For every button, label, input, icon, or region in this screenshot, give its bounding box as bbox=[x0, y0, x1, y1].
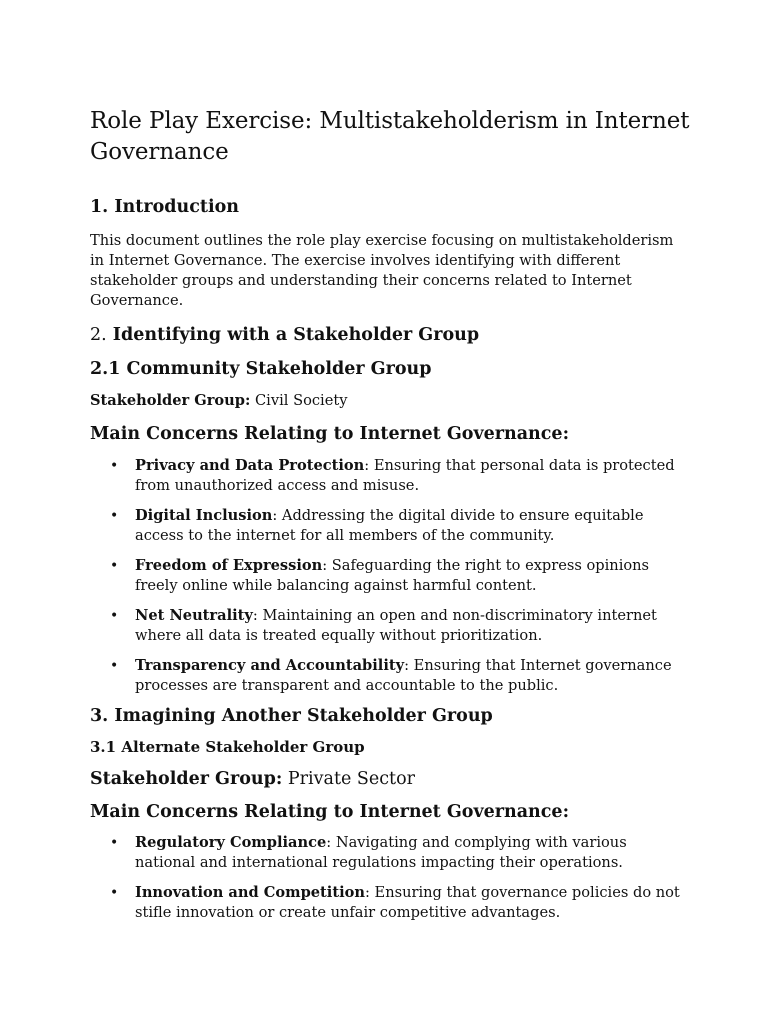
document-page bbox=[90, 106, 690, 933]
bullet-icon: • bbox=[110, 658, 119, 674]
concern-desc: : Ensuring that personal data is protected from unauthorized access and misuse. bbox=[135, 457, 675, 494]
concern-desc: : Ensuring that governance policies do not stifle innovation or create unfair competitive advantages. bbox=[135, 884, 680, 921]
concern-desc: : Maintaining an open and non-discriminatory internet where all data is treated equally without prioritization. bbox=[135, 607, 657, 644]
concerns-heading-civil: Main Concerns Relating to Internet Governance: bbox=[90, 424, 570, 444]
bullet-icon: • bbox=[110, 458, 119, 474]
concerns-list-private bbox=[90, 833, 690, 923]
concern-term: Transparency and Accountability bbox=[135, 657, 405, 674]
section2-heading-number: 2. bbox=[90, 325, 107, 345]
bullet-icon: • bbox=[110, 885, 119, 901]
bullet-icon: • bbox=[110, 508, 119, 524]
stakeholder-group-value: Private Sector bbox=[287, 769, 415, 789]
concern-term: Innovation and Competition bbox=[135, 884, 365, 901]
list-item bbox=[90, 506, 685, 546]
list-item bbox=[90, 656, 685, 696]
concerns-heading-private: Main Concerns Relating to Internet Governance: bbox=[90, 802, 570, 822]
bullet-icon: • bbox=[110, 608, 119, 624]
intro-paragraph: This document outlines the role play exercise focusing on multistakeholderism in Internet Governance. The exercise involves identifying with different stakeholder groups and understanding their concerns related to Internet Governance. bbox=[90, 232, 674, 309]
section2-heading-text: Identifying with a Stakeholder Group bbox=[112, 325, 480, 345]
list-item bbox=[90, 606, 685, 646]
stakeholder-group-line-private bbox=[90, 767, 690, 791]
section3-heading: 3. Imagining Another Stakeholder Group bbox=[90, 706, 493, 726]
stakeholder-group-label: Stakeholder Group: bbox=[90, 769, 283, 789]
section2-1-heading-number: 2.1 bbox=[90, 359, 121, 379]
bullet-icon: • bbox=[110, 835, 119, 851]
intro-heading: 1. Introduction bbox=[90, 197, 239, 217]
concern-term: Net Neutrality bbox=[135, 607, 253, 624]
document-title: Role Play Exercise: Multistakeholderism in Internet Governance bbox=[90, 108, 690, 165]
section2-1-heading-text: Community Stakeholder Group bbox=[126, 359, 432, 379]
list-item bbox=[90, 883, 685, 923]
concerns-list-civil bbox=[90, 456, 690, 696]
stakeholder-group-line-civil bbox=[90, 391, 690, 411]
section2-heading bbox=[90, 323, 690, 347]
bullet-icon: • bbox=[110, 558, 119, 574]
section2-1-heading bbox=[90, 357, 690, 381]
concern-desc: : Ensuring that Internet governance processes are transparent and accountable to the public. bbox=[135, 657, 672, 694]
concern-desc: : Safeguarding the right to express opinions freely online while balancing against harmful content. bbox=[135, 557, 650, 594]
concern-term: Freedom of Expression bbox=[135, 557, 323, 574]
concern-term: Privacy and Data Protection bbox=[135, 457, 365, 474]
concern-term: Regulatory Compliance bbox=[135, 834, 327, 851]
list-item bbox=[90, 833, 685, 873]
section3-1-heading: 3.1 Alternate Stakeholder Group bbox=[90, 738, 365, 756]
list-item bbox=[90, 456, 685, 496]
concern-desc: : Navigating and complying with various national and international regulations impacting their operations. bbox=[135, 834, 627, 871]
stakeholder-group-label: Stakeholder Group: bbox=[90, 392, 251, 409]
concern-term: Digital Inclusion bbox=[135, 507, 273, 524]
concern-desc: : Addressing the digital divide to ensure equitable access to the internet for all members of the community. bbox=[135, 507, 644, 544]
stakeholder-group-value: Civil Society bbox=[255, 392, 348, 409]
list-item bbox=[90, 556, 685, 596]
